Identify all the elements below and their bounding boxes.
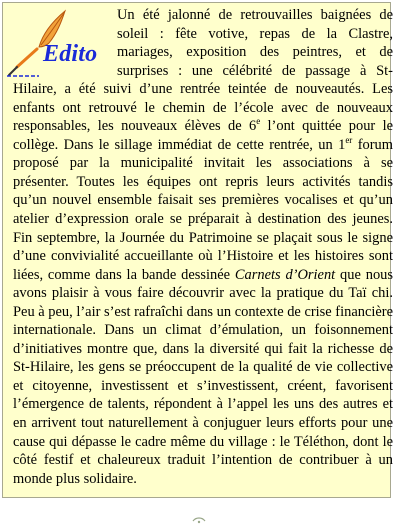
book-title: Carnets d’Orient xyxy=(234,266,336,283)
editorial-text xyxy=(13,6,393,488)
editorial-sup-2: er xyxy=(345,135,353,146)
edito-title: Edito xyxy=(43,41,98,67)
editorial-text-part-4: que nous avons plaisir à vous faire découvrir avec la pratique du Taï chi. Peu à peu, l’air s’est rafraîchi dans un contexte de crise financière internationale. Dans un climat d’émulation, un foisonnement d’initiatives montre que, dans la diversité qui fait la richesse de St-Hilaire, les gens se préoccupent de la qualité de vie collective et citoyenne, investissent et s’investissent, créent, favorisent l’émergence de talents, répondent à l’appel les uns des autres et en arrivent tout naturellement à conjuguer leurs efforts pour une cause qui dépasse le cadre même du village : le Téléthon, dont le côté festif et chaleureux traduit l’intention de contribuer à un monde plus solidaire. xyxy=(13,266,394,487)
editorial-text-part-2: l’ont quittée pour le collège. Dans le sillage immédiat de cette rentrée, un 1 xyxy=(13,118,393,153)
editorial-text-part-3: forum proposé par la municipalité invitait les associations à se présenter. Toutes les équipes ont repris leurs activités tandis qu’un nouvel ensemble faisait ses premières vocalises et qu’un atelier d’expression orale se préparait à destination des jeunes. Fin septembre, la Journée du Patrimoine se plaçait sous le signe d’une convivialité accueillante où l’Histoire et les histoires sont liées, comme dans la bande dessinée xyxy=(13,136,393,283)
editorial-text-part-1: Un été jalonné de retrouvailles baignées de soleil : fête votive, repas de la Clastre, mariages, exposition des peintres, et de surprises : une célébrité de passage à St-Hilaire, a été suivi d’une rentrée teintée de nouveautés. Les enfants ont retrouvé le chemin de l’école avec de nouveaux responsables, les nouveaux élèves de 6 xyxy=(13,7,393,135)
editorial-panel xyxy=(2,2,394,498)
ornament-icon xyxy=(192,516,206,526)
logo-spacer xyxy=(13,6,117,78)
editorial-sup-1: e xyxy=(256,116,261,127)
